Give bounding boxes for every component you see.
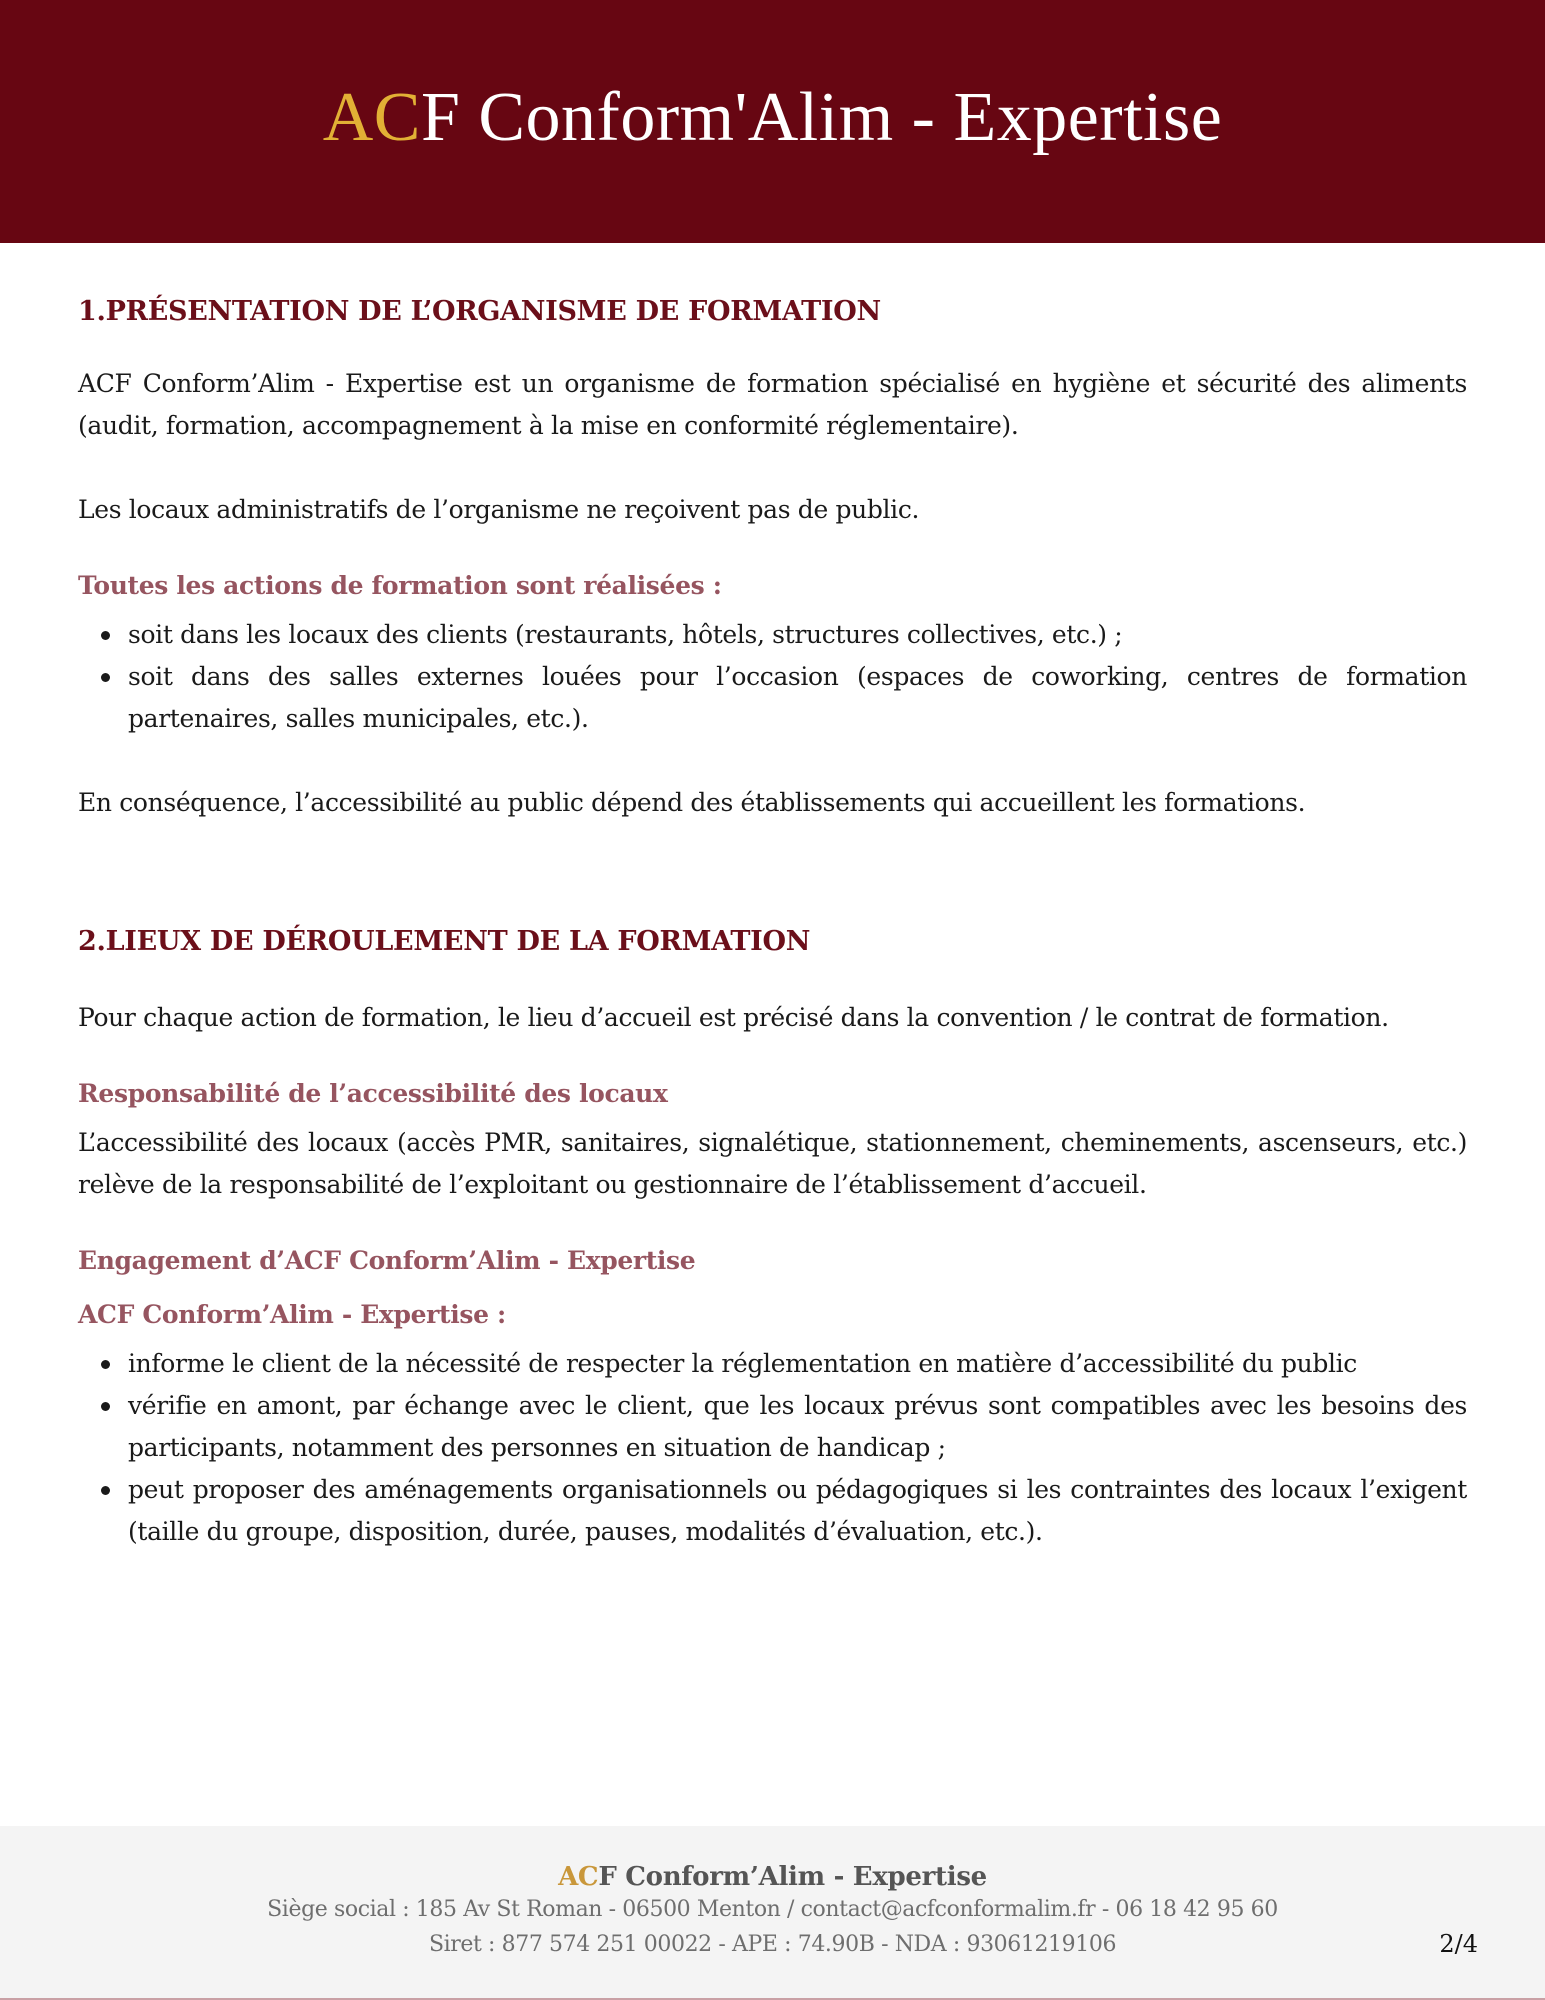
bullet-icon	[101, 631, 110, 640]
list-item-text: soit dans des salles externes louées pour l’occasion (espaces de coworking, centres de formation partenaires, salles municipales, etc.).	[128, 662, 1467, 733]
list-item-text: peut proposer des aménagements organisationnels ou pédagogiques si les contraintes des locaux l’exigent (taille du groupe, disposition, durée, pauses, modalités d’évaluation, etc.).	[128, 1475, 1467, 1546]
footer-brand-rest: F Conform’Alim - Expertise	[598, 1862, 987, 1892]
section-1-conclusion: En conséquence, l’accessibilité au public dépend des établissements qui accueillent les formations.	[78, 788, 1306, 817]
section-2-bullet-list	[78, 1343, 1467, 1553]
bullet-icon	[101, 673, 110, 682]
page-number: 2/4	[1439, 1930, 1478, 1958]
list-item-text: vérifie en amont, par échange avec le client, que les locaux prévus sont compatibles avec les besoins des participants, notamment des personnes en situation de handicap ;	[128, 1391, 1467, 1462]
footer-brand	[0, 1862, 1545, 1892]
footer-legal: Siret : 877 574 251 00022 - APE : 74.90B - NDA : 93061219106	[428, 1932, 1117, 1957]
bullet-icon	[101, 1360, 110, 1369]
section-1-bullet-list	[78, 614, 1467, 740]
document-body	[78, 296, 1467, 1553]
list-item	[128, 1469, 1467, 1553]
page-header	[0, 0, 1545, 243]
engagement-subheading: ACF Conform’Alim - Expertise :	[78, 1300, 506, 1329]
footer-address: Siège social : 185 Av St Roman - 06500 Menton / contact@acfconformalim.fr - 06 18 42 95 60	[267, 1897, 1278, 1922]
list-item	[128, 1343, 1467, 1385]
bullet-icon	[101, 1402, 110, 1411]
header-title	[323, 78, 1223, 158]
section-1-subheading: Toutes les actions de formation sont réalisées :	[78, 571, 722, 600]
responsabilite-text: L’accessibilité des locaux (accès PMR, sanitaires, signalétique, stationnement, cheminements, ascenseurs, etc.) relève de la responsabilité de l’exploitant ou gestionnaire de l’établissement d’accueil.	[78, 1128, 1467, 1199]
footer-brand-accent: AC	[558, 1862, 599, 1892]
list-item	[128, 656, 1467, 740]
engagement-heading: Engagement d’ACF Conform’Alim - Expertise	[78, 1246, 696, 1275]
header-title-rest: F Conform'Alim - Expertise	[420, 78, 1223, 156]
section-1-locaux-text: Les locaux administratifs de l’organisme ne reçoivent pas de public.	[78, 495, 920, 524]
responsabilite-heading: Responsabilité de l’accessibilité des locaux	[78, 1079, 668, 1108]
section-1-title: 1.PRÉSENTATION DE L’ORGANISME DE FORMATION	[78, 296, 881, 327]
list-item	[128, 614, 1467, 656]
list-item-text: soit dans les locaux des clients (restaurants, hôtels, structures collectives, etc.) ;	[128, 620, 1123, 649]
page-footer	[0, 1826, 1545, 2000]
section-2-intro: Pour chaque action de formation, le lieu d’accueil est précisé dans la convention / le contrat de formation.	[78, 1003, 1389, 1032]
bullet-icon	[101, 1486, 110, 1495]
section-2-title: 2.LIEUX DE DÉROULEMENT DE LA FORMATION	[78, 926, 811, 957]
list-item	[128, 1385, 1467, 1469]
header-title-accent: AC	[322, 78, 421, 156]
section-1-intro: ACF Conform’Alim - Expertise est un organisme de formation spécialisé en hygiène et sécurité des aliments (audit, formation, accompagnement à la mise en conformité réglementaire).	[78, 369, 1467, 440]
list-item-text: informe le client de la nécessité de respecter la réglementation en matière d’accessibilité du public	[128, 1349, 1357, 1378]
